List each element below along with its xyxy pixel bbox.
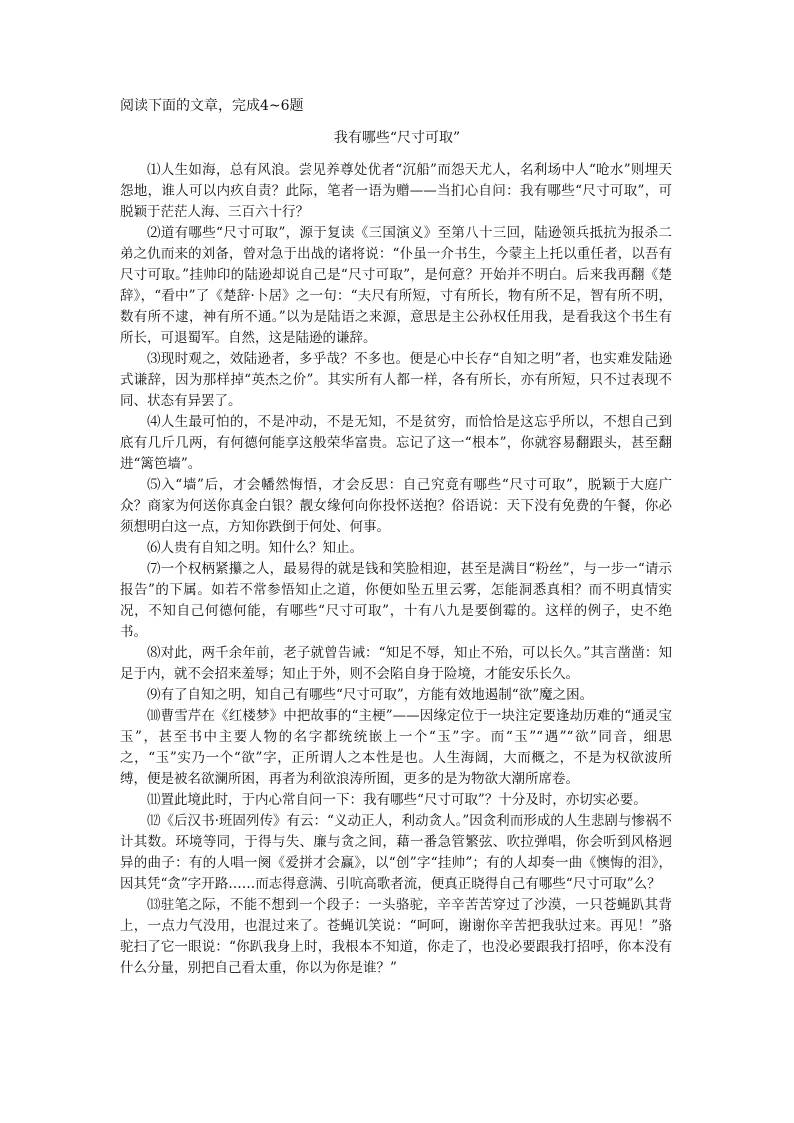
paragraph: ⑿《后汉书·班固列传》有云：“义动正人，利动贪人。”因贪利而形成的人生悲剧与惨祸不计其数。环境等同，于得与失、廉与贪之间，藉一番急管繁弦、吹拉弹唱，你会听到风格迥异的曲子：有的人唱一阕《爱拼才会赢》，以“创”字“挂帅”；有的人却奏一曲《懊悔的泪》，因其凭“贪”字开路……而志得意满、引吭高歌者流，便真正晓得自己有哪些“尺寸可取”么？ xyxy=(120,813,672,892)
paragraph: ⑻对此，两千余年前，老子就曾告诫：“知足不辱，知止不殆，可以长久。”其言凿凿：知足于内，就不会招来羞辱；知止于外，则不会陷自身于险境，才能安乐长久。 xyxy=(120,645,672,682)
paragraph: ⑴人生如海，总有风浪。尝见养尊处优者“沉船”而怨天尤人，名利场中人“呛水”则埋天怨地，谁人可以内疚自责？此际，笔者一语为赠——当扪心自问：我有哪些“尺寸可取”，可脱颖于茫茫人海、三百六十行？ xyxy=(120,162,672,220)
paragraph: ⒀驻笔之际，不能不想到一个段子：一头骆驼，辛辛苦苦穿过了沙漠，一只苍蝇趴其背上，一点力气没用，也混过来了。苍蝇讥笑说：“呵呵，谢谢你辛苦把我驮过来。再见！”骆驼扫了它一眼说：“你趴我身上时，我根本不知道，你走了，也没必要跟我打招呼，你本没有什么分量，别把自己看太重，你以为你是谁？” xyxy=(120,897,672,976)
paragraph: ⑼有了自知之明，知自己有哪些“尺寸可取”，方能有效地遏制“欲”魔之困。 xyxy=(147,687,594,703)
paragraph: ⑶现时观之，效陆逊者，多乎哉？不多也。便是心中长存“自知之明”者，也实难发陆逊式谦辞，因为那样掉“英杰之价”。其实所有人都一样，各有所长，亦有所短，只不过表现不同、状态有异罢了。 xyxy=(120,351,672,409)
paragraph: ⑵道有哪些“尺寸可取”，源于复读《三国演义》至第八十三回，陆逊领兵抵抗为报杀二弟之仇而来的刘备，曾对急于出战的诸将说：“仆虽一介书生，今蒙主上托以重任者，以吾有尺寸可取。”挂帅印的陆逊却说自己是“尺寸可取”，是何意？开始并不明白。后来我再翻《楚辞》，“看中”了《楚辞·卜居》之一句：“夫尺有所短，寸有所长，物有所不足，智有所不明，数有所不逮，神有所不通。”以为是陆语之来源，意思是主公孙权任用我，是看我这个书生有所长，可退蜀军。自然，这是陆逊的谦辞。 xyxy=(120,225,672,346)
paragraph: ⑾置此境此时，于内心常自问一下：我有哪些“尺寸可取”？十分及时，亦切实必要。 xyxy=(147,792,647,808)
paragraph: ⑽曹雪芹在《红楼梦》中把故事的“主梗”——因缘定位于一块注定要逢劫历难的“通灵宝玉”，甚至书中主要人物的名字都统统嵌上一个“玉”字。而“玉”“遇”“欲”同音，细思之，“玉”实乃一个“欲”字，正所谓人之本性是也。人生海阔，大而概之，不是为权欲波所缚，便是被名欲澜所困，再者为利欲浪涛所囿，更多的是为物欲大潮所席卷。 xyxy=(120,708,672,787)
paragraph: ⑷人生最可怕的，不是冲动，不是无知，不是贫穷，而恰恰是这忘乎所以，不想自己到底有几斤几两，有何德何能享这般荣华富贵。忘记了这一“根本”，你就容易翻跟头，甚至翻进“篱笆墙”。 xyxy=(120,414,672,472)
article-body xyxy=(120,160,672,979)
reading-instruction: 阅读下面的文章，完成4~6题 xyxy=(120,98,304,114)
paragraph: ⑸入“墙”后，才会幡然悔悟，才会反思：自己究竟有哪些“尺寸可取”，脱颖于大庭广众？商家为何送你真金白银？靓女缘何向你投怀送抱？俗语说：天下没有免费的午餐，你必须想明白这一点，方知你跌倒于何处、何事。 xyxy=(120,477,672,535)
paragraph: ⑹人贵有自知之明。知什么？知止。 xyxy=(147,540,363,556)
paragraph: ⑺一个权柄紧攥之人，最易得的就是钱和笑脸相迎，甚至是满目“粉丝”，与一步一“请示报告”的下属。如若不常参悟知止之道，你便如坠五里云雾，怎能洞悉真相？而不明真情实况，不知自己何德何能，有哪些“尺寸可取”，十有八九是要倒霉的。这样的例子，史不绝书。 xyxy=(120,561,672,640)
article-title: 我有哪些“尺寸可取” xyxy=(333,130,461,146)
